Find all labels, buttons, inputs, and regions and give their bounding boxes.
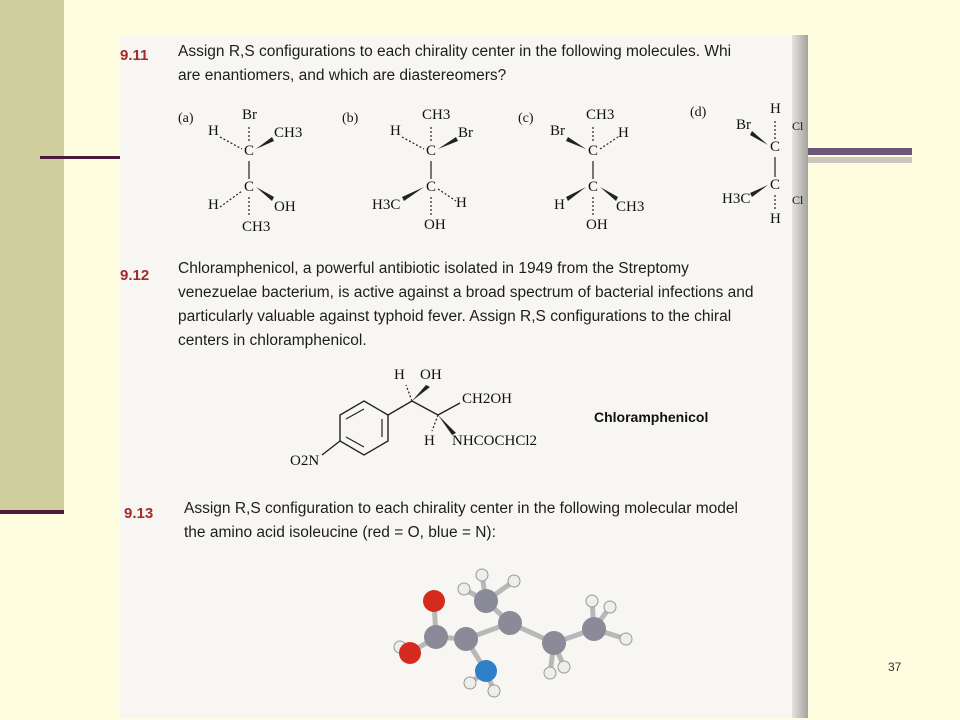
problem-9-12-line-4: centers in chloramphenicol. xyxy=(178,332,367,349)
chloramphenicol-ch2oh: CH2OH xyxy=(462,391,513,407)
molecule-d-label: (d) xyxy=(690,105,707,120)
problem-9-12-line-3: particularly valuable against typhoid fever. Assign R,S configurations to the chiral xyxy=(178,308,732,325)
molecule-d-top-sub: H xyxy=(770,101,781,117)
decorative-rule-right xyxy=(805,148,912,155)
molecule-a-br: OH xyxy=(274,199,296,215)
chloramphenicol-oh: OH xyxy=(420,367,442,383)
molecule-c-bottom-sub: OH xyxy=(586,217,608,233)
molecule-d-tl: Br xyxy=(736,117,751,133)
problem-9-12-line-2: venezuelae bacterium, is active against a broad spectrum of bacterial infections and xyxy=(178,284,754,301)
molecule-b-br: H xyxy=(456,195,467,211)
molecule-c-top-sub: CH3 xyxy=(586,107,615,123)
molecule-b-top-sub: CH3 xyxy=(422,107,451,123)
chloramphenicol-name: Chloramphenicol xyxy=(594,409,709,425)
problem-number-9-13: 9.13 xyxy=(124,505,154,522)
molecule-a-top-sub: Br xyxy=(242,107,257,123)
molecule-b-tl: H xyxy=(390,123,401,139)
molecule-b xyxy=(342,105,482,245)
molecule-b-carbon-2: C xyxy=(426,179,437,195)
molecule-b-label: (b) xyxy=(342,111,359,126)
problem-9-11-line-1: Assign R,S configurations to each chirality center in the following molecules. Whi xyxy=(178,43,732,60)
decorative-rule-bottom xyxy=(0,510,64,514)
problem-number-9-12: 9.12 xyxy=(120,267,150,284)
molecule-b-bl: H3C xyxy=(372,197,401,213)
molecule-c-bonds xyxy=(518,105,658,245)
molecule-b-tr: Br xyxy=(458,125,473,141)
molecule-c-br: CH3 xyxy=(616,199,645,215)
chloramphenicol-nitro: O2N xyxy=(290,453,320,469)
problem-9-13-line-2: the amino acid isoleucine (red = O, blue = N): xyxy=(184,524,496,541)
chloramphenicol-h-top: H xyxy=(394,367,405,383)
molecule-d-bonds xyxy=(690,99,808,239)
molecule-d-bottom-sub: H xyxy=(770,211,781,227)
molecule-d-carbon-1: C xyxy=(770,139,781,155)
molecule-c xyxy=(518,105,658,245)
molecule-c-carbon-1: C xyxy=(588,143,599,159)
molecule-a-bottom-sub: CH3 xyxy=(242,219,271,235)
molecule-d-br: Cl xyxy=(792,193,804,207)
molecule-b-bonds xyxy=(342,105,482,245)
decorative-rule-right-shadow xyxy=(805,157,912,163)
chloramphenicol-structure xyxy=(280,363,750,475)
decorative-rule-left xyxy=(40,156,130,159)
molecule-b-carbon-1: C xyxy=(426,143,437,159)
molecule-a xyxy=(178,105,318,245)
textbook-page-scan xyxy=(120,35,808,718)
molecule-a-bl: H xyxy=(208,197,219,213)
molecule-a-carbon-2: C xyxy=(244,179,255,195)
molecule-a-carbon-1: C xyxy=(244,143,255,159)
molecule-d xyxy=(690,99,808,239)
problem-9-13-line-1: Assign R,S configuration to each chirality center in the following molecular model xyxy=(184,500,738,517)
molecule-d-carbon-2: C xyxy=(770,177,781,193)
isoleucine-ball-and-stick-model xyxy=(382,555,682,715)
problem-9-12-line-1: Chloramphenicol, a powerful antibiotic isolated in 1949 from the Streptomy xyxy=(178,260,689,277)
molecule-d-tr: Cl xyxy=(792,119,804,133)
problem-number-9-11: 9.11 xyxy=(120,47,149,64)
slide-number: 37 xyxy=(888,660,902,674)
molecule-c-carbon-2: C xyxy=(588,179,599,195)
problem-9-11-line-2: are enantiomers, and which are diastereomers? xyxy=(178,67,507,84)
molecule-a-bonds xyxy=(178,105,318,245)
chloramphenicol-h-bottom: H xyxy=(424,433,435,449)
molecule-b-bottom-sub: OH xyxy=(424,217,446,233)
molecule-a-tr: CH3 xyxy=(274,125,303,141)
molecule-a-tl: H xyxy=(208,123,219,139)
slide-sidebar xyxy=(0,0,64,510)
molecule-a-label: (a) xyxy=(178,111,194,126)
molecule-c-bl: H xyxy=(554,197,565,213)
molecule-c-tr: H xyxy=(618,125,629,141)
molecule-c-label: (c) xyxy=(518,111,534,126)
molecule-d-bl: H3C xyxy=(722,191,751,207)
chloramphenicol-amide: NHCOCHCl2 xyxy=(452,433,538,449)
molecule-c-tl: Br xyxy=(550,123,565,139)
